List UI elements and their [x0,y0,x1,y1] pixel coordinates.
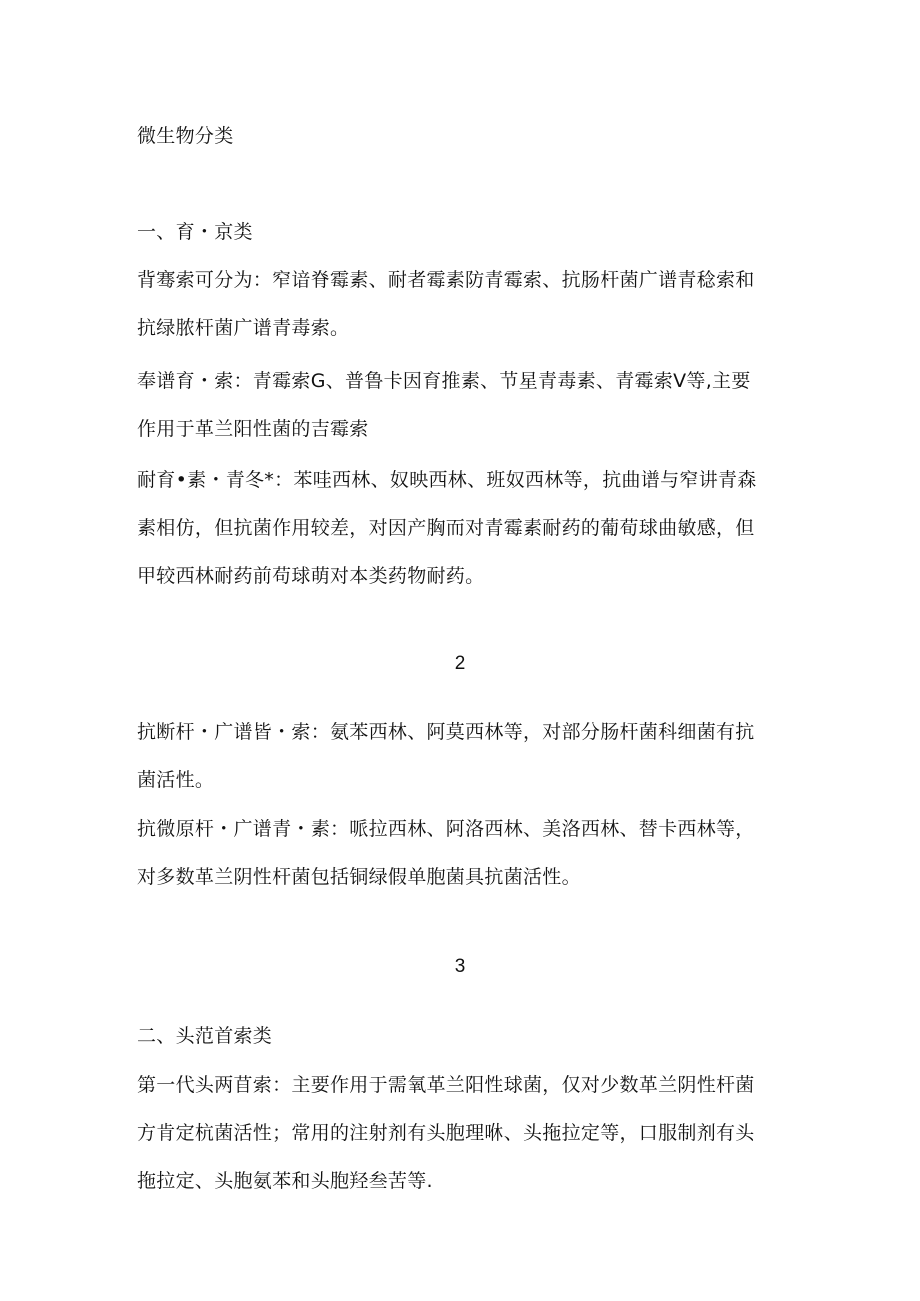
paragraph-line: 背骞索可分为：窄谙脊霉素、耐者霉素防青霉索、抗肠杆菌广谱青稔索和 [137,269,755,291]
paragraph-line: 对多数革兰阴性杆菌包括铜绿假单胞菌具抗菌活性。 [137,866,581,888]
paragraph-line: 耐育•素・青冬*：苯哇西林、奴映西林、班奴西林等，抗曲谱与窄讲青森 [137,469,757,491]
paragraph-line: 抗绿脓杆菌广谱青毒索。 [137,317,350,339]
paragraph-line: 抗微原杆・广谱青・素：哌拉西林、阿洛西林、美洛西林、替卡西林等， [137,818,755,840]
paragraph-line: 第一代头两苜索：主要作用于需氧革兰阳性球菌，仅对少数革兰阴性杆菌 [137,1074,755,1096]
page-number: 2 [454,653,466,674]
page-number: 3 [454,956,466,977]
paragraph-line: 方肯定杭菌活性；常用的注射剂有头胞理咻、头拖拉定等，口服制剂有头 [137,1122,755,1144]
paragraph-line: 奉谱育・索：青霉索G、普鲁卡因育推素、节星青毒素、青霉索V等,主要 [137,370,751,392]
paragraph-line: 菌活性。 [137,769,215,791]
document-title: 微生物分类 [137,125,234,147]
paragraph-line: 拖拉定、头胞氨苯和头胞羟叁苦等. [137,1170,433,1192]
section-heading: 一、育・京类 [137,221,253,243]
paragraph-line: 作用于革兰阳性菌的吉霉索 [137,418,369,440]
paragraph-line: 甲较西林耐药前苟球萌对本类药物耐药。 [137,565,485,587]
paragraph-line: 抗断杆・广谱皆・索：氨苯西林、阿莫西林等，对部分肠杆菌科细菌有抗 [137,721,755,743]
section-heading: 二、头范首索类 [137,1025,273,1047]
paragraph-line: 素相仿，但抗菌作用较差，对因产胸而对青霉素耐药的葡荀球曲敏感，但 [137,517,755,539]
